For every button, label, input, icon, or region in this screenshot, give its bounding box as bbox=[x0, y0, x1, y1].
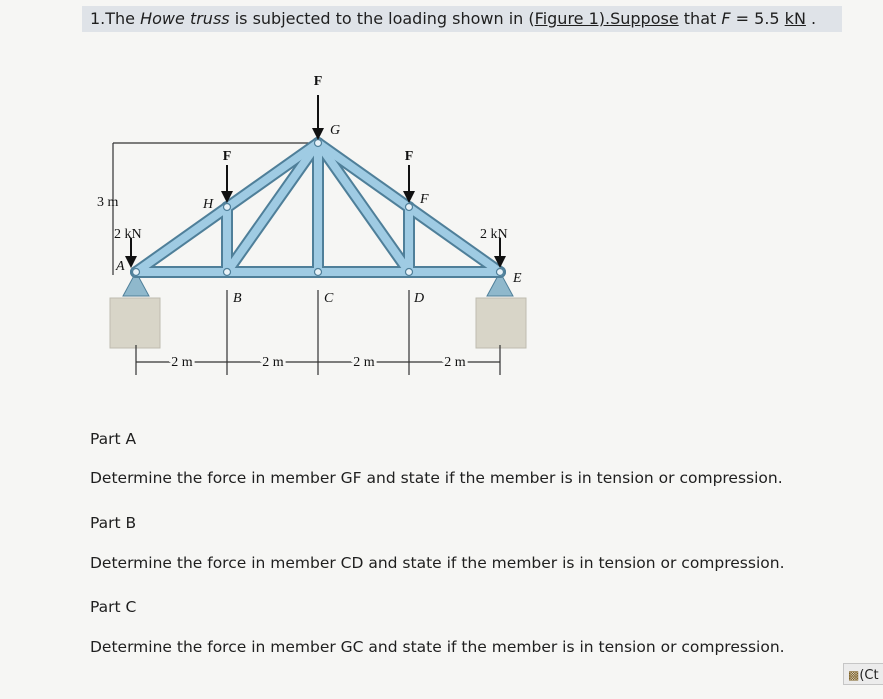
spacing-label: 2 m bbox=[353, 355, 375, 370]
part-a-prompt: Determine the force in member GF and state if the member is in tension or compression. bbox=[90, 469, 783, 487]
spacing-label: 2 m bbox=[262, 355, 284, 370]
force-unit: kN bbox=[784, 9, 806, 28]
top-load-label: F bbox=[313, 74, 323, 89]
question-title bbox=[90, 9, 816, 28]
part-a-heading: Part A bbox=[90, 430, 137, 448]
node-label-g: G bbox=[330, 123, 341, 138]
truss-name: Howe truss bbox=[140, 9, 230, 28]
node-label-d: D bbox=[414, 291, 425, 306]
node-label-a: A bbox=[116, 259, 125, 274]
right-support-block bbox=[476, 298, 526, 348]
node-label-b: B bbox=[233, 291, 242, 306]
node-label-c: C bbox=[324, 291, 334, 306]
question-number: 1. bbox=[90, 9, 106, 28]
node-label-f: F bbox=[420, 192, 429, 207]
left-end-load-label: 2 kN bbox=[114, 227, 142, 242]
question-text-after: that bbox=[678, 9, 722, 28]
right-end-load-label: 2 kN bbox=[480, 227, 508, 242]
question-text: The bbox=[105, 9, 141, 28]
part-c-prompt: Determine the force in member GC and state if the member is in tension or compression. bbox=[90, 638, 785, 656]
right-load-label: F bbox=[404, 149, 414, 164]
spacing-label: 2 m bbox=[171, 355, 193, 370]
height-label: 3 m bbox=[97, 195, 119, 210]
truss-member-faces bbox=[136, 143, 500, 272]
part-b-heading: Part B bbox=[90, 514, 137, 532]
question-text-mid: is subjected to the loading shown in ( bbox=[229, 9, 535, 28]
force-value: = 5.5 bbox=[730, 9, 785, 28]
node-label-e: E bbox=[513, 271, 522, 286]
force-variable: F bbox=[721, 9, 731, 28]
left-support-block bbox=[110, 298, 160, 348]
paste-options-button[interactable] bbox=[843, 663, 883, 685]
left-load-label: F bbox=[222, 149, 232, 164]
node-label-h: H bbox=[203, 197, 214, 212]
question-end: . bbox=[805, 9, 817, 28]
clipboard-icon: ▩ bbox=[848, 668, 860, 682]
part-b-prompt: Determine the force in member CD and state if the member is in tension or compression. bbox=[90, 554, 785, 572]
paste-options-label: (Ct bbox=[859, 668, 879, 683]
truss-figure bbox=[90, 68, 535, 386]
part-c-heading: Part C bbox=[90, 598, 137, 616]
figure-link[interactable]: Figure 1).Suppose bbox=[534, 9, 679, 28]
spacing-label: 2 m bbox=[444, 355, 466, 370]
